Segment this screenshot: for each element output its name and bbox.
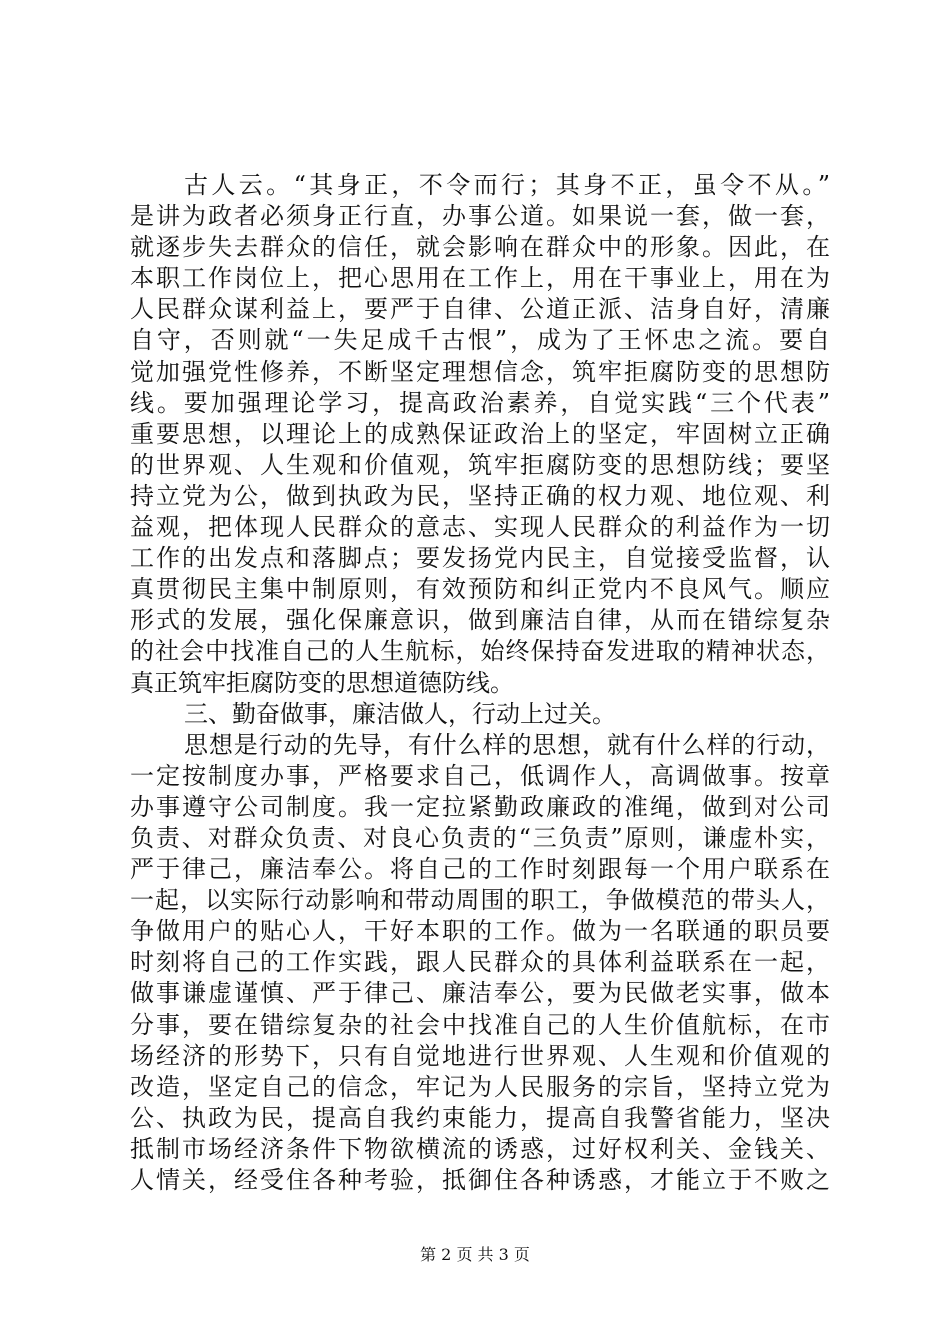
text-line: 改造，坚定自己的信念，牢记为人民服务的宗旨，坚持立党为: [130, 1072, 830, 1101]
text-line: 重要思想，以理论上的成熟保证政治上的坚定，牢固树立正确: [130, 419, 830, 448]
text-line: 争做用户的贴心人，干好本职的工作。做为一名联通的职员要: [130, 917, 830, 946]
text-line: 真贯彻民主集中制原则，有效预防和纠正党内不良风气。顺应: [130, 575, 830, 604]
text-line: 时刻将自己的工作实践，跟人民群众的具体利益联系在一起，: [130, 948, 830, 977]
text-line: 的社会中找准自己的人生航标，始终保持奋发进取的精神状态，: [130, 637, 830, 666]
text-line: 的世界观、人生观和价值观，筑牢拒腐防变的思想防线；要坚: [130, 450, 830, 479]
page-number: 第 2 页 共 3 页: [420, 1245, 530, 1264]
text-line: 线。要加强理论学习，提高政治素养，自觉实践“三个代表”: [130, 388, 830, 417]
page-footer: [0, 1245, 950, 1265]
text-line: 觉加强党性修养，不断坚定理想信念，筑牢拒腐防变的思想防: [130, 357, 830, 386]
text-line: 公、执政为民，提高自我约束能力，提高自我警省能力，坚决: [130, 1103, 830, 1132]
text-line: 分事，要在错综复杂的社会中找准自己的人生价值航标，在市: [130, 1010, 830, 1039]
text-line: 场经济的形势下，只有自觉地进行世界观、人生观和价值观的: [130, 1041, 830, 1070]
text-line: 人民群众谋利益上，要严于自律、公道正派、洁身自好，清廉: [130, 295, 830, 324]
text-line: 负责、对群众负责、对良心负责的“三负责”原则，谦虚朴实，: [130, 823, 830, 852]
text-line: 一起，以实际行动影响和带动周围的职工，争做模范的带头人，: [130, 886, 830, 915]
text-line: 真正筑牢拒腐防变的思想道德防线。: [130, 668, 514, 697]
body-text: [130, 170, 830, 1196]
text-line: 一定按制度办事，严格要求自己，低调作人，高调做事。按章: [130, 761, 830, 790]
text-line: 严于律己，廉洁奉公。将自己的工作时刻跟每一个用户联系在: [130, 855, 830, 884]
text-line: 抵制市场经济条件下物欲横流的诱惑，过好权利关、金钱关、: [130, 1134, 830, 1163]
text-line: 做事谦虚谨慎、严于律己、廉洁奉公，要为民做老实事，做本: [130, 979, 830, 1008]
text-line: 本职工作岗位上，把心思用在工作上，用在干事业上，用在为: [130, 264, 830, 293]
text-line: 是讲为政者必须身正行直，办事公道。如果说一套，做一套，: [130, 202, 830, 231]
text-line: 思想是行动的先导，有什么样的思想，就有什么样的行动，: [184, 730, 830, 759]
text-line: 古人云。“其身正，不令而行；其身不正，虽令不从。”: [184, 171, 830, 199]
text-line: 工作的出发点和落脚点；要发扬党内民主，自觉接受监督，认: [130, 544, 830, 573]
text-line: 益观，把体现人民群众的意志、实现人民群众的利益作为一切: [130, 513, 830, 542]
text-line: 形式的发展，强化保廉意识，做到廉洁自律，从而在错综复杂: [130, 606, 830, 635]
section-heading: 三、勤奋做事，廉洁做人，行动上过关。: [184, 699, 616, 728]
text-line: 办事遵守公司制度。我一定拉紧勤政廉政的准绳，做到对公司: [130, 792, 830, 821]
text-line: 自守，否则就“一失足成千古恨”，成为了王怀忠之流。要自: [130, 326, 830, 355]
text-line: 持立党为公，做到执政为民，坚持正确的权力观、地位观、利: [130, 481, 830, 510]
text-line: 人情关，经受住各种考验，抵御住各种诱惑，才能立于不败之: [130, 1166, 830, 1194]
text-line: 就逐步失去群众的信任，就会影响在群众中的形象。因此，在: [130, 233, 830, 262]
